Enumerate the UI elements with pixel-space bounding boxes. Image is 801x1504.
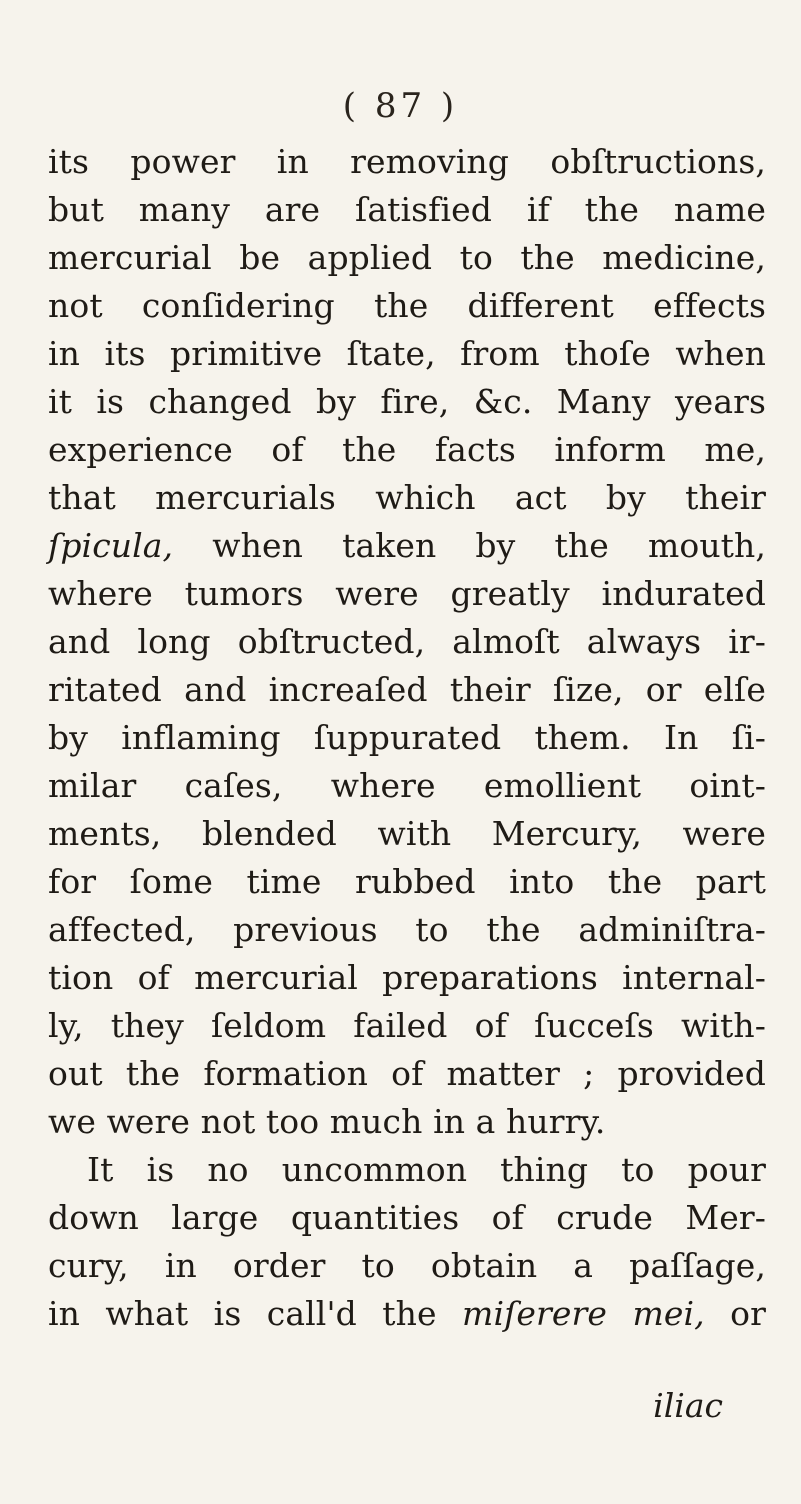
text-line: cury, in order to obtain a paſſage, [48,1246,766,1285]
text-fragment: in what is call'd the [48,1294,463,1333]
text-line: but many are ſatisfied if the name [48,190,766,229]
text-line: not conſidering the different effects [48,286,766,325]
text-fragment: or [704,1294,766,1333]
text-line: its power in removing obſtructions, [48,142,766,181]
text-line: and long obſtructed, almoſt always ir- [48,622,766,661]
text-line: it is changed by fire, &c. Many years [48,382,766,421]
text-line: for ſome time rubbed into the part [48,862,766,901]
text-line: that mercurials which act by their [48,478,766,517]
body-text [48,138,766,1338]
text-line [48,522,766,570]
text-line: tion of mercurial preparations internal- [48,958,766,997]
italic-term: miſerere mei, [462,1294,705,1333]
italic-term: ſpicula, [48,526,174,565]
text-line: ments, blended with Mercury, were [48,814,766,853]
text-line: we were not too much in a hurry. [48,1102,606,1141]
text-line: ly, they ſeldom failed of ſucceſs with- [48,1006,766,1045]
catchword: iliac [653,1386,723,1425]
page-number: ( 87 ) [342,86,459,126]
text-line: affected, previous to the adminiſtra- [48,910,766,949]
text-line: experience of the facts inform me, [48,430,766,469]
text-line: out the formation of matter ; provided [48,1054,766,1093]
text-fragment: when taken by the mouth, [173,526,766,565]
text-line: ritated and increaſed their ſize, or elſe [48,670,766,709]
text-line: in its primitive ſtate, from thoſe when [48,334,766,373]
text-line: It is no uncommon thing to pour [87,1150,766,1189]
text-line [48,1290,766,1338]
text-line: down large quantities of crude Mer- [48,1198,766,1237]
text-line: mercurial be applied to the medicine, [48,238,766,277]
text-line: by inflaming ſuppurated them. In ſi- [48,718,766,757]
text-line: milar caſes, where emollient oint- [48,766,766,805]
text-line: where tumors were greatly indurated [48,574,766,613]
